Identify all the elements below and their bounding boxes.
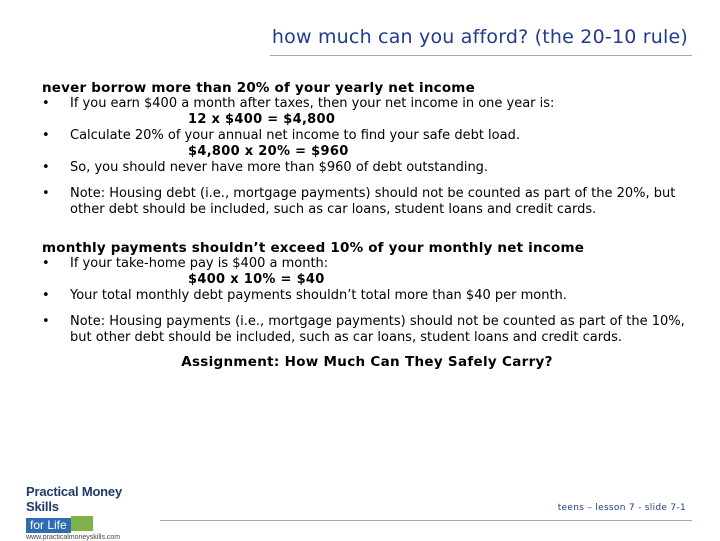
bullet-icon: • xyxy=(42,128,50,143)
spacer xyxy=(42,218,692,240)
practical-money-skills-logo xyxy=(26,484,156,541)
title-divider xyxy=(270,55,692,56)
logo-line1: Practical Money Skills xyxy=(26,484,122,514)
slide-footer: teens – lesson 7 - slide 7-1 xyxy=(557,503,686,513)
assignment-link[interactable]: Assignment: How Much Can They Safely Carry? xyxy=(181,354,553,370)
bullet-icon: • xyxy=(42,96,50,111)
section2-bullet2: Your total monthly debt payments shouldn’t total more than $40 per month. xyxy=(70,288,567,303)
section2-bullet1: If your take-home pay is $400 a month: xyxy=(70,256,329,271)
section1-bullet1: If you earn $400 a month after taxes, then your net income in one year is: xyxy=(70,96,555,111)
section2-calc1: $400 x 10% = $40 xyxy=(188,272,325,287)
list-item xyxy=(42,314,692,346)
bullet-icon: • xyxy=(42,256,50,271)
section1-bullet2: Calculate 20% of your annual net income to find your safe debt load. xyxy=(70,128,520,143)
bullet-icon: • xyxy=(42,186,50,201)
list-item xyxy=(42,288,692,304)
section2-bullet3: Note: Housing payments (i.e., mortgage payments) should not be counted as part of the 10%, but other debt should be included, such as car loans, student loans and credit cards. xyxy=(70,314,685,345)
list-item xyxy=(42,160,692,176)
list-item xyxy=(42,186,692,218)
logo-green-block xyxy=(71,516,93,531)
bullet-icon: • xyxy=(42,288,50,303)
bullet-icon: • xyxy=(42,314,50,329)
section2-heading: monthly payments shouldn’t exceed 10% of your monthly net income xyxy=(42,240,585,256)
logo-url: www.practicalmoneyskills.com xyxy=(26,534,121,541)
logo-line2: for Life xyxy=(26,518,71,533)
section1-bullet4: Note: Housing debt (i.e., mortgage payments) should not be counted as part of the 20%, but other debt should be included, such as car loans, student loans and credit cards. xyxy=(70,186,676,217)
spacer xyxy=(42,304,692,314)
bullet-icon: • xyxy=(42,160,50,175)
spacer xyxy=(42,176,692,186)
section1-heading: never borrow more than 20% of your yearly net income xyxy=(42,80,475,96)
slide-title: how much can you afford? (the 20-10 rule) xyxy=(271,26,688,48)
section1-bullet3: So, you should never have more than $960 of debt outstanding. xyxy=(70,160,489,175)
section1-calc1: 12 x $400 = $4,800 xyxy=(188,112,336,127)
slide-content xyxy=(42,80,692,370)
list-item xyxy=(42,96,692,112)
section1-calc2: $4,800 x 20% = $960 xyxy=(188,144,349,159)
list-item xyxy=(42,256,692,272)
footer-divider xyxy=(160,520,692,521)
list-item xyxy=(42,128,692,144)
